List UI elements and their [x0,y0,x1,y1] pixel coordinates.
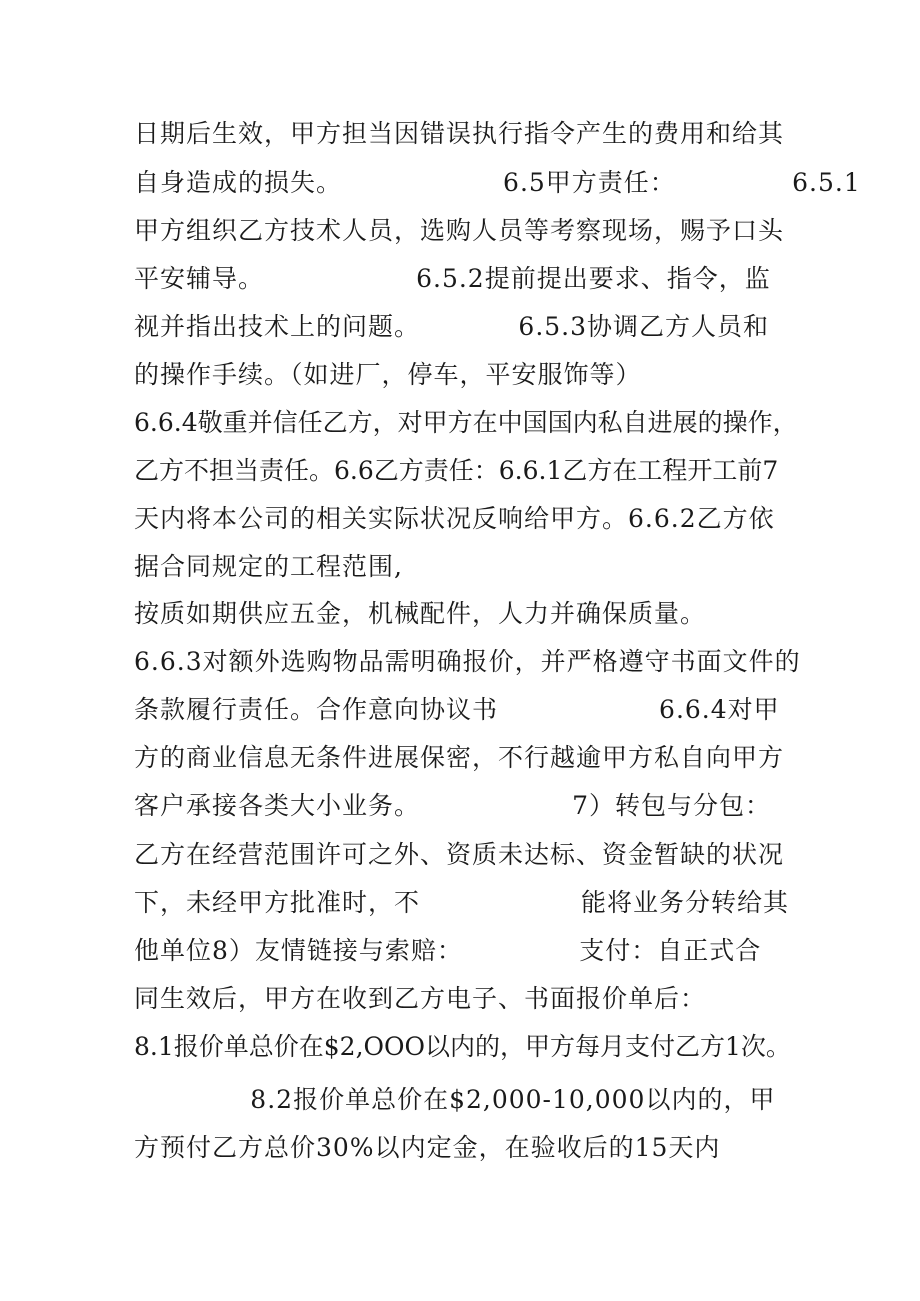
text-line: 下，未经甲方批准时，不 能将业务分转给其 [134,888,790,917]
text-line: 8.1报价单总价在$2,OOO以内的，甲方每月支付乙方1次。 [134,1032,791,1061]
text-line: 方的商业信息无条件进展保密，不行越逾甲方私自向甲方 [134,743,785,772]
text-line: 同生效后，甲方在收到乙方电子、书面报价单后： [134,984,707,1013]
text-line: 天内将本公司的相关实际状况反响给甲方。6.6.2乙方依 [134,504,775,533]
text-line: 日期后生效，甲方担当因错误执行指令产生的费用和给其 [134,119,785,148]
text-line: 据合同规定的工程范围, [134,552,403,581]
text-line: 的操作手续。（如进厂，停车，平安服饰等） [134,360,642,389]
text-line: 他单位8）友情链接与索赔： 支付：自正式合 [134,936,762,965]
text-line: 6.6.3对额外选购物品需明确报价，并严格遵守书面文件的 [134,647,801,676]
text-line: 客户承接各类大小业务。 7）转包与分包： [134,791,772,820]
text-line: 乙方在经营范围许可之外、资质未达标、资金暂缺的状况 [134,840,785,869]
text-line: 乙方不担当责任。6.6乙方责任：6.6.1乙方在工程开工前7 [134,456,779,485]
text-line: 6.6.4敬重并信任乙方，对甲方在中国国内私自进展的操作， [134,408,798,437]
text-line: 方预付乙方总价30%以内定金，在验收后的15天内 [134,1133,721,1162]
text-line: 自身造成的损失。 6.5甲方责任： 6.5.1 [134,168,861,197]
text-line: 视并指出技术上的问题。 6.5.3协调乙方人员和 [134,312,770,341]
text-line: 甲方组织乙方技术人员，选购人员等考察现场，赐予口头 [134,216,785,245]
text-line: 平安辅导。 6.5.2提前提出要求、指令，监 [134,264,771,293]
text-line: 条款履行责任。合作意向协议书 6.6.4对甲 [134,695,780,724]
text-line: 8.2报价单总价在$2,000-10,000以内的，甲 [134,1085,776,1114]
text-line: 按质如期供应五金，机械配件，人力并确保质量。 [134,599,707,628]
